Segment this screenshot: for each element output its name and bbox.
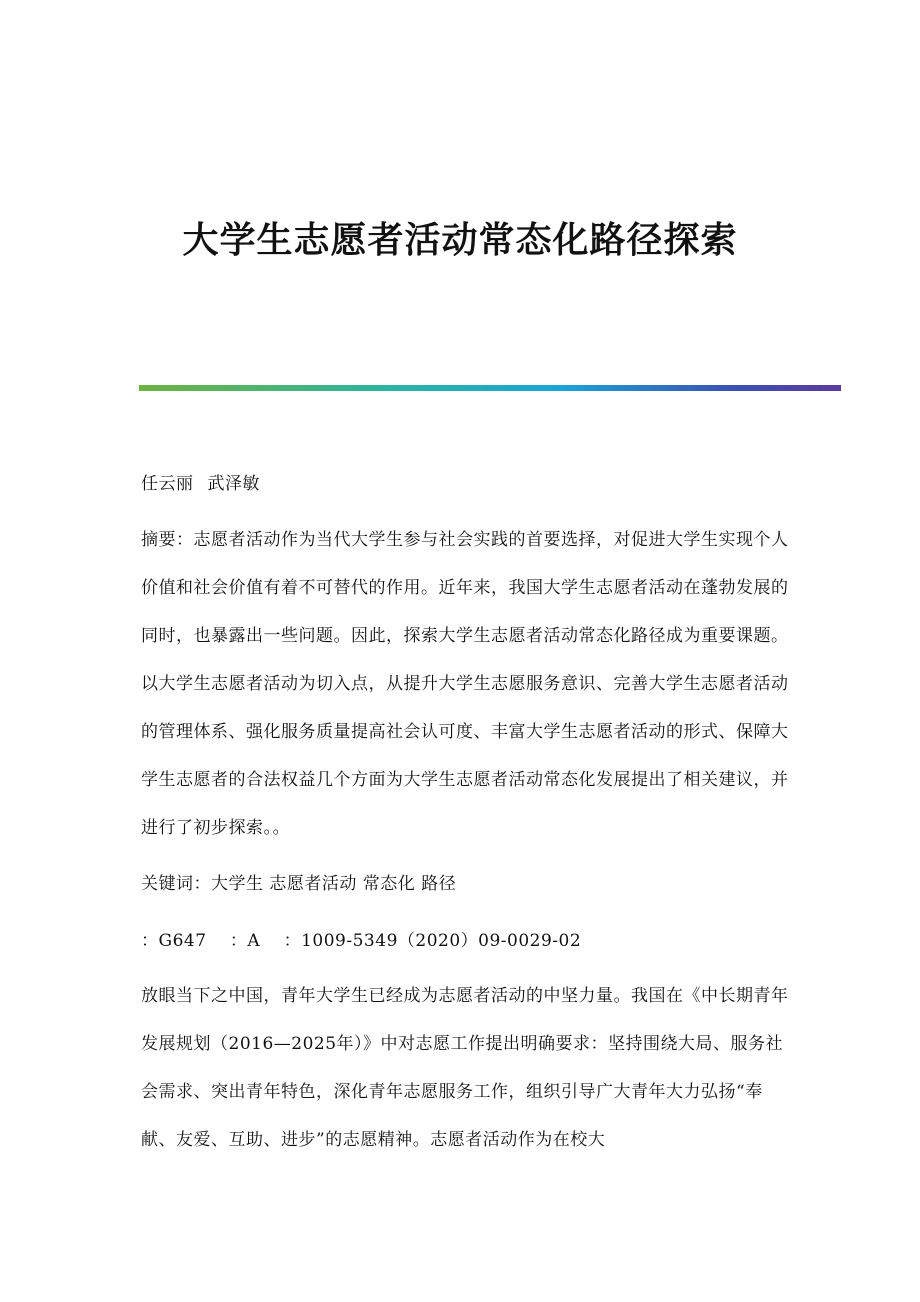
classification-line: ：G647 ：A ：1009-5349（2020）09-0029-02 [141,931,582,951]
title-divider [139,385,841,391]
body-paragraph: 放眼当下之中国，青年大学生已经成为志愿者活动的中坚力量。我国在《中长期青年发展规划（2016—2025年）》中对志愿工作提出明确要求：坚持围绕大局、服务社会需求、突出青年特色，深化青年志愿服务工作，组织引导广大青年大力弘扬“奉献、友爱、互助、进步”的志愿精神。志愿者活动作为在校大 [141,986,789,1150]
keywords-line: 关键词：大学生 志愿者活动 常态化 路径 [141,874,457,894]
author-name: 武泽敏 [207,474,260,494]
document-title: 大学生志愿者活动常态化路径探索 [182,219,738,261]
abstract-paragraph: 摘要：志愿者活动作为当代大学生参与社会实践的首要选择，对促进大学生实现个人价值和社会价值有着不可替代的作用。近年来，我国大学生志愿者活动在蓬勃发展的同时，也暴露出一些问题。因此，探索大学生志愿者活动常态化路径成为重要课题。以大学生志愿者活动为切入点，从提升大学生志愿服务意识、完善大学生志愿者活动的管理体系、强化服务质量提高社会认可度、丰富大学生志愿者活动的形式、保障大学生志愿者的合法权益几个方面为大学生志愿者活动常态化发展提出了相关建议，并进行了初步探索。。 [141,530,789,838]
author-line [141,460,791,508]
author-name: 任云丽 [141,474,194,494]
